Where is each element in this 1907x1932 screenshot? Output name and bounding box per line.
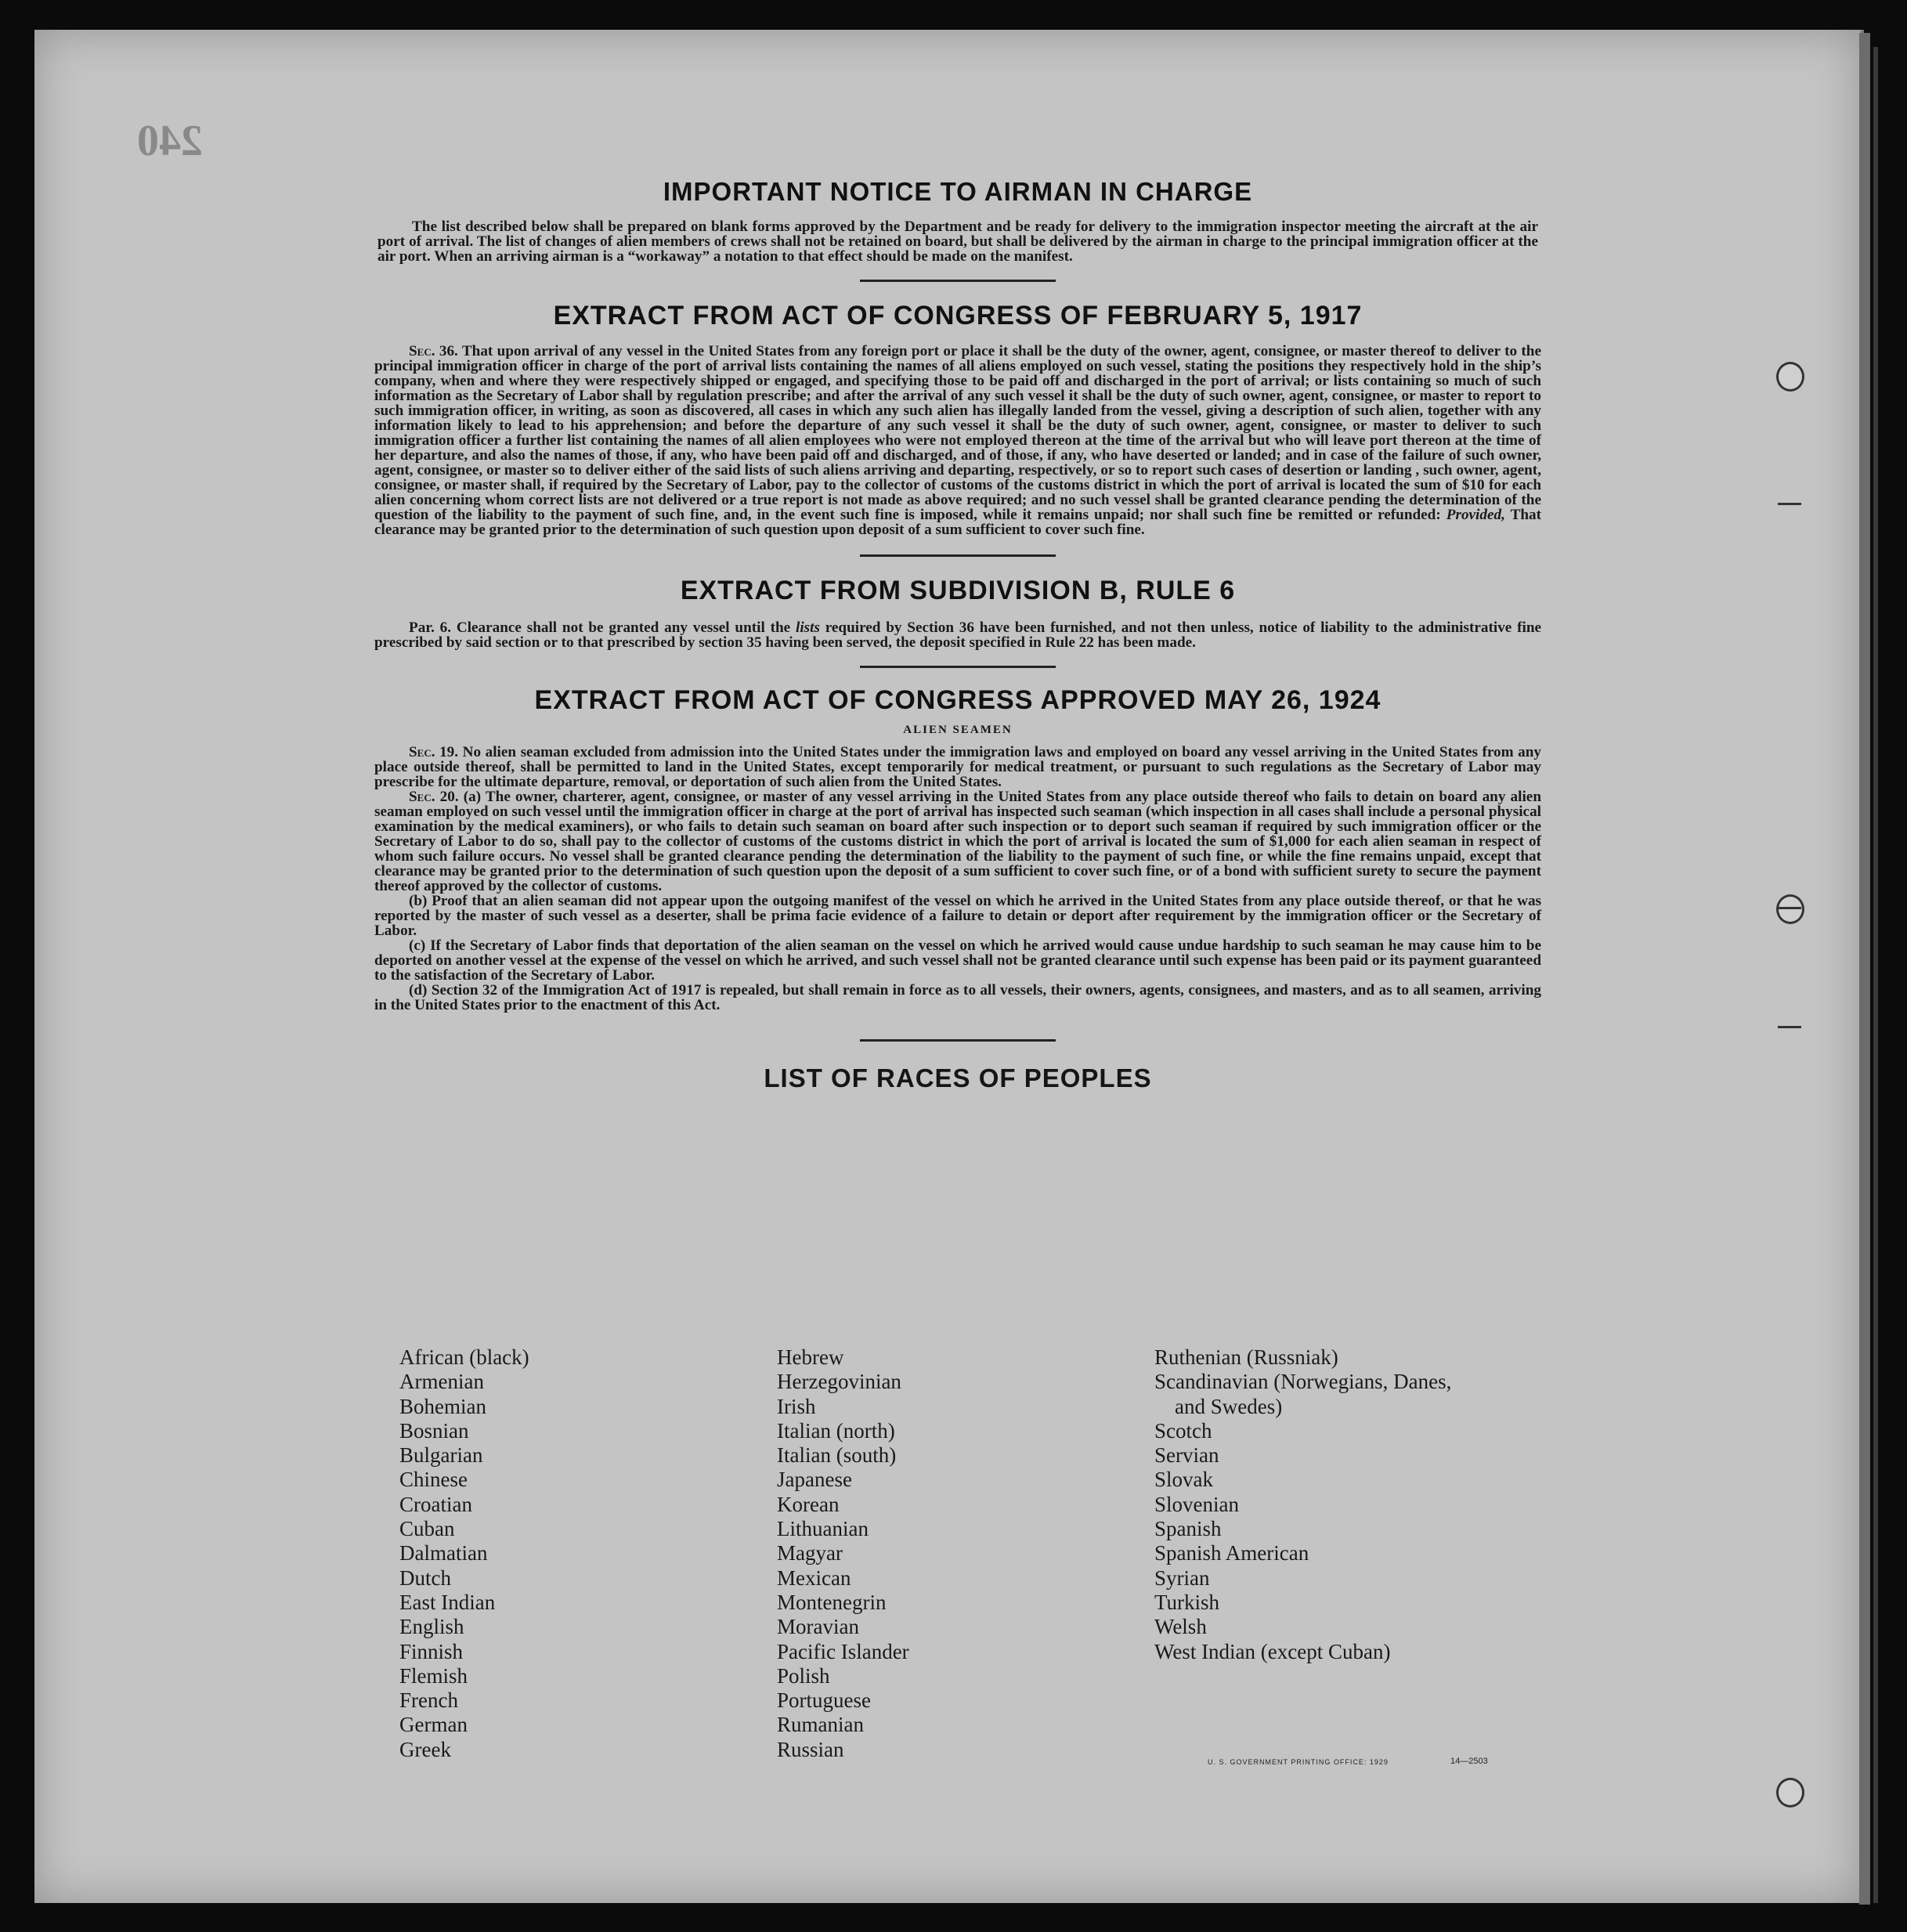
- race-item: Spanish: [1154, 1517, 1222, 1541]
- page-number-bleed: 240: [137, 117, 203, 165]
- form-number: 14—2503: [1450, 1757, 1488, 1766]
- binder-hole-icon: [1776, 362, 1804, 392]
- sec19-paragraph: [374, 745, 1541, 789]
- sec20c-paragraph: (c) If the Secretary of Labor finds that deportation of the alien seaman on the vessel on which he arrived would cause undue hardship to such seaman he may cause him to be deported on another vessel at the expense of the vessel on which he arrived, and such vessel shall not be granted clearance until such expense has been paid or its payment guaranteed to the satisfaction of the Secretary of Labor.: [374, 937, 1541, 984]
- race-item: Greek: [399, 1737, 451, 1761]
- races-column-3: [1154, 1345, 1530, 1762]
- race-item: Rumanian: [777, 1713, 864, 1737]
- binder-mark-icon: [1778, 1026, 1801, 1028]
- race-item: Mexican: [777, 1565, 851, 1590]
- race-item: Slovak: [1154, 1468, 1214, 1492]
- race-item: Polish: [777, 1663, 830, 1688]
- section-label: Sec. 19.: [409, 744, 459, 760]
- race-item: Italian (south): [777, 1443, 897, 1468]
- race-item: Bohemian: [399, 1394, 486, 1418]
- races-column-2: [777, 1345, 1154, 1762]
- race-item: Irish: [777, 1394, 816, 1418]
- divider: [860, 280, 1056, 282]
- race-item: West Indian (except Cuban): [1154, 1639, 1391, 1663]
- races-title: LIST OF RACES OF PEOPLES: [764, 1064, 1152, 1092]
- binder-mark-icon: [1778, 503, 1801, 505]
- race-item: Slovenian: [1154, 1492, 1239, 1516]
- race-item: Hebrew: [777, 1345, 844, 1369]
- sec20b-paragraph: (b) Proof that an alien seaman did not appear upon the outgoing manifest of the vessel on which he arrived in the United States from any place outside thereof, or that he was reported by the master of such vessel as a deserter, shall be prima facie evidence of a failure to detain or deport after requirement by the immigration officer or the Secretary of Labor.: [374, 893, 1541, 939]
- race-item: Croatian: [399, 1492, 472, 1516]
- divider: [860, 1039, 1056, 1042]
- race-item: Cuban: [399, 1517, 455, 1541]
- race-item: Bosnian: [399, 1418, 469, 1443]
- race-item: Moravian: [777, 1615, 859, 1639]
- race-item: Welsh: [1154, 1615, 1207, 1639]
- sheet-edge: [1859, 33, 1870, 1905]
- race-item-continuation: and Swedes): [1175, 1394, 1283, 1418]
- race-item: Ruthenian (Russniak): [1154, 1345, 1338, 1369]
- race-item: Korean: [777, 1492, 840, 1516]
- race-item: Herzegovinian: [777, 1370, 901, 1394]
- section-label: Sec. 36.: [409, 343, 458, 359]
- race-item: Russian: [777, 1737, 844, 1761]
- extract-rule6-title: EXTRACT FROM SUBDIVISION B, RULE 6: [680, 576, 1236, 605]
- sec36-text-end: That clearance may be granted prior to the determination of such question upon deposit of a sum sufficient to cover such fine.: [374, 507, 1542, 538]
- race-item: Armenian: [399, 1370, 484, 1394]
- race-item: Italian (north): [777, 1418, 895, 1443]
- race-item: Chinese: [399, 1468, 468, 1492]
- race-item: Scotch: [1154, 1418, 1212, 1443]
- notice-text: The list described below shall be prepared on blank forms approved by the Department and be ready for delivery to the immigration inspector meeting the aircraft at the air port of arrival. The list of changes of alien members of crews shall not be retained on board, but shall be delivered by the airman in charge to the principal immigration officer at the air port. When an arriving airman is a “workaway” a notation to that effect should be made on the manifest.: [377, 218, 1538, 265]
- sec20a-paragraph: [374, 789, 1541, 894]
- rule6-text-b: required by Section 36 have been furnished, and not then unless, notice of liability to the administrative fine prescribed by said section or to that prescribed by section 35 having been served, the deposit specified in Rule 22 has been made.: [374, 619, 1542, 651]
- extract-rule6-text: [374, 620, 1541, 650]
- sec36-text: That upon arrival of any vessel in the United States from any foreign port or place it shall be the duty of the owner, agent, consignee, or master thereof to deliver to the principal immigration officer in charge of the port of arrival lists containing the names of all aliens employed on such vessel, stating the positions they respectively hold in the ship’s company, when and where they were respectively shipped or engaged, and specifying those to be paid off and discharged in the port of arrival; or lists containing so much of such information as the Secretary of Labor shall by regulation prescribe; and after the arrival of any such vessel it shall be the duty of such owner, agent, consignee, or master to report to such immigration officer, in writing, as soon as discovered, all cases in which any such alien has illegally landed from the vessel, giving a description of such alien, together with any information likely to lead to his apprehension; and before the departure of any such vessel it shall be the duty of such owner, agent, consignee, or master to deliver to such immigration officer a further list containing the names of all alien employees who were not employed thereon at the time of the arrival but who will leave port thereon at the time of her departure, and also the names of those, if any, who have been paid off and discharged, and of those, if any, who have deserted or landed; and in case of the failure of such owner, agent, consignee, or master so to deliver either of the said lists of such aliens arriving and departing, respectively, or so to report such cases of desertion or landing , such owner, agent, consignee, or master shall, if required by the Secretary of Labor, pay to the collector of customs of the customs district in which the port of arrival is located the sum of $10 for each alien concerning whom correct lists are not delivered or a true report is not made as above required; and no such vessel shall be granted clearance pending the determination of the question of the liability to the payment of such fine, and, in the event such fine is imposed, while it remains unpaid; nor shall such fine be remitted or refunded:: [374, 343, 1541, 523]
- divider: [860, 666, 1056, 668]
- race-item: African (black): [399, 1345, 529, 1369]
- extract-1917-text: [374, 344, 1541, 537]
- sec20a-text: (a) The owner, charterer, agent, consignee, or master of any vessel arriving in the United States from any place outside thereof who fails to detain on board any alien seaman employed on such vessel until the immigration officer in charge at the port of arrival has inspected such seaman (which inspection in all cases shall include a personal physical examination by the medical examiners), or who fails to detain such seaman on board after such inspection or to deport such seaman if required by such immigration officer or the Secretary of Labor to do so, shall pay to the collector of customs of the customs district in which the port of arrival is located the sum of $1,000 for each alien seaman in respect of whom such failure occurs. No vessel shall be granted clearance pending the determination of the liability to the payment of such fine, or while the fine remains unpaid, except that clearance may be granted prior to the determination of such question upon the deposit of a sum sufficient to cover such fine, or of a bond with sufficient surety to secure the payment thereof approved by the collector of customs.: [374, 789, 1541, 894]
- extract-1924-title: EXTRACT FROM ACT OF CONGRESS APPROVED MAY 26, 1924: [534, 685, 1381, 715]
- divider: [860, 554, 1056, 557]
- document-body: [374, 172, 1541, 1093]
- sec19-text: No alien seaman excluded from admission into the United States under the immigration laws and employed on board any vessel arriving in the United States from any place outside thereof, shall be permitted to land in the United States, except temporarily for medical treatment, or pursuant to such regulations as the Secretary of Labor may prescribe for the ultimate departure, removal, or deportation of such alien from the United States.: [374, 744, 1542, 790]
- alien-seamen-subtitle: ALIEN SEAMEN: [903, 724, 1013, 736]
- race-item: Lithuanian: [777, 1517, 869, 1541]
- race-item: Syrian: [1154, 1565, 1210, 1590]
- extract-1917-title: EXTRACT FROM ACT OF CONGRESS OF FEBRUARY 5, 1917: [553, 301, 1363, 330]
- race-item: Dalmatian: [399, 1541, 488, 1565]
- binder-hole-icon: [1776, 894, 1804, 924]
- race-item: Montenegrin: [777, 1590, 887, 1614]
- sec20d-paragraph: (d) Section 32 of the Immigration Act of 1917 is repealed, but shall remain in force as to all vessels, their owners, agents, consignees, and masters, and as to all seamen, arriving in the United States prior to the enactment of this Act.: [374, 982, 1541, 1013]
- race-item: Portuguese: [777, 1688, 871, 1713]
- rule6-text-a: Par. 6. Clearance shall not be granted any vessel until the: [409, 619, 791, 636]
- race-item: East Indian: [399, 1590, 496, 1614]
- printer-imprint: U. S. GOVERNMENT PRINTING OFFICE: 1929: [1208, 1758, 1389, 1766]
- section-label: Sec. 20.: [409, 789, 459, 805]
- binder-mark-icon: [1778, 907, 1801, 909]
- race-item: Japanese: [777, 1468, 852, 1492]
- race-item: Finnish: [399, 1639, 464, 1663]
- sheet-edge-shadow: [1873, 47, 1878, 1903]
- race-item: Pacific Islander: [777, 1639, 909, 1663]
- lists-word: lists: [796, 619, 820, 636]
- binder-hole-icon: [1776, 1778, 1804, 1807]
- proviso-word: Provided,: [1446, 507, 1505, 523]
- race-item: Scandinavian (Norwegians, Danes,: [1154, 1370, 1452, 1394]
- race-item: German: [399, 1713, 468, 1737]
- race-item: Bulgarian: [399, 1443, 483, 1468]
- race-item: Dutch: [399, 1565, 451, 1590]
- race-item: Turkish: [1154, 1590, 1220, 1614]
- notice-title: IMPORTANT NOTICE TO AIRMAN IN CHARGE: [663, 177, 1253, 206]
- races-list: [399, 1345, 1558, 1762]
- race-item: Magyar: [777, 1541, 843, 1565]
- race-item: Spanish American: [1154, 1541, 1309, 1565]
- race-item: Flemish: [399, 1663, 468, 1688]
- race-item: Servian: [1154, 1443, 1219, 1468]
- race-item: English: [399, 1615, 464, 1639]
- race-item: French: [399, 1688, 458, 1713]
- races-column-1: [399, 1345, 777, 1762]
